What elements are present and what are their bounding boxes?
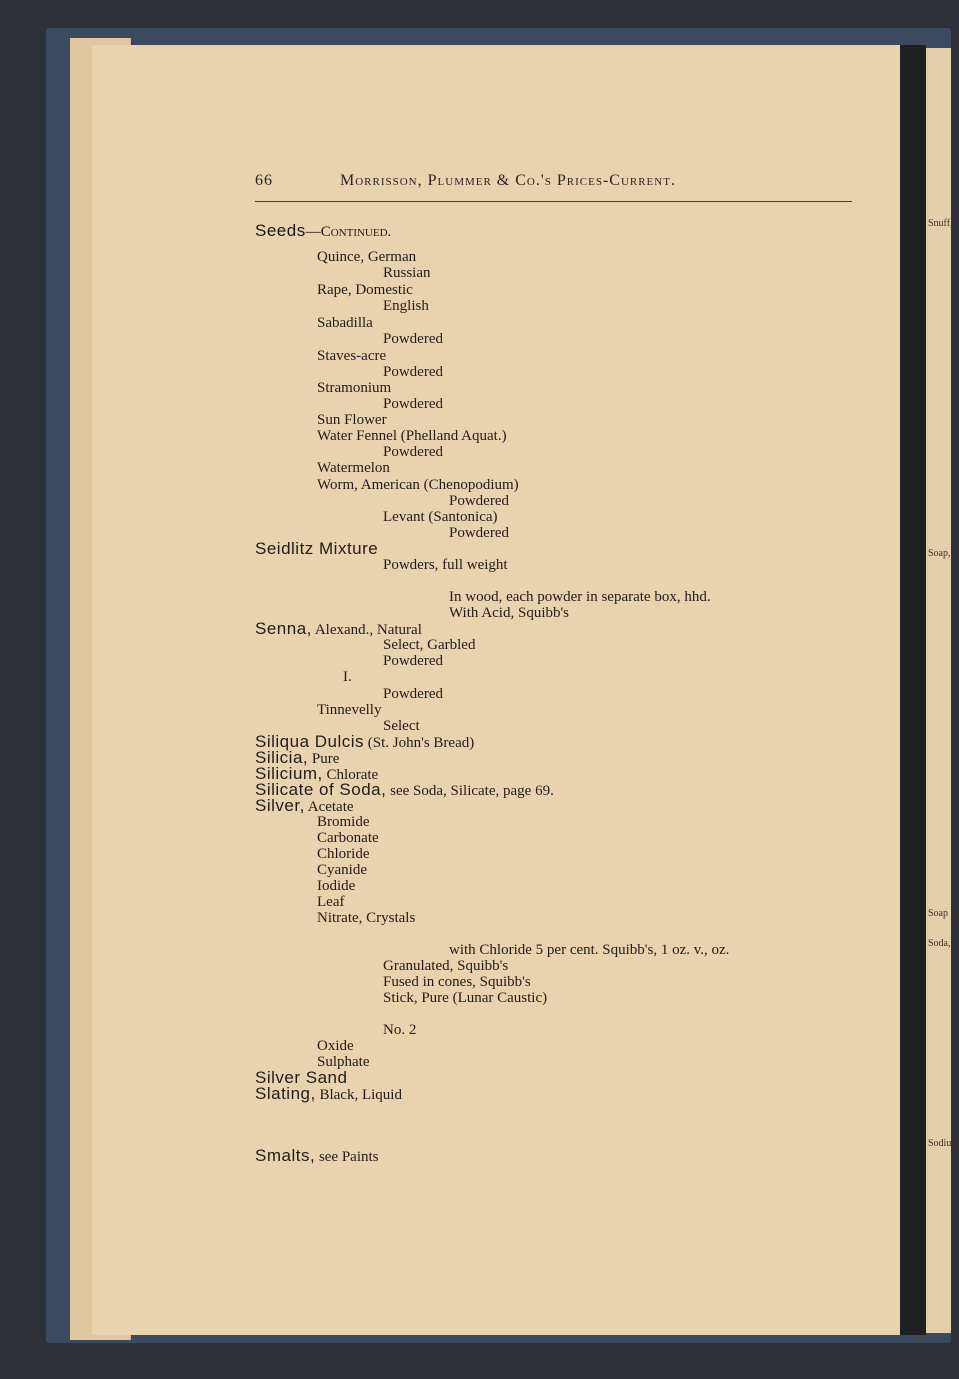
entry-label	[383, 958, 508, 974]
section-header	[255, 222, 391, 241]
entry-name: Staves-acre	[317, 348, 387, 364]
entry-label	[383, 990, 547, 1006]
entry-label	[317, 830, 379, 846]
entry-name: Tinnevelly	[317, 702, 382, 718]
entry-name: Alexand., Natural	[314, 622, 422, 638]
entry-label	[383, 718, 420, 734]
entry-label	[317, 428, 507, 444]
entry-name: In wood, each powder in separate box, hhd.	[449, 589, 711, 605]
entry-label	[383, 265, 431, 281]
entry-name: Sun Flower	[317, 412, 387, 428]
entry-name: Sulphate	[317, 1054, 370, 1070]
entry-label	[383, 974, 531, 990]
entry-label	[383, 509, 498, 525]
entry-name: Select, Garbled	[383, 637, 476, 653]
entry-name: see Paints	[318, 1149, 379, 1165]
entry-label	[317, 249, 416, 265]
entry-label	[383, 364, 443, 380]
entry-name: with Chloride 5 per cent. Squibb's, 1 oz. v., oz.	[449, 942, 730, 958]
entry-name: Pure	[311, 751, 340, 767]
entry-name: Powdered	[383, 686, 443, 702]
facing-page-fragment: Soap,	[928, 548, 951, 559]
entry-name: Fused in cones, Squibb's	[383, 974, 531, 990]
entry-heading: Silicia,	[255, 748, 309, 767]
entry-name: Quince, German	[317, 249, 417, 265]
entry-label	[255, 798, 354, 815]
entry-label	[317, 477, 519, 493]
entry-name: Bromide	[317, 814, 370, 830]
facing-page-fragment: Soda,	[928, 938, 951, 949]
entry-name: Russian	[383, 265, 431, 281]
entry-name: Carbonate	[317, 830, 379, 846]
entry-label	[317, 862, 367, 878]
facing-page-fragment: Soap S	[928, 908, 957, 919]
entry-label	[343, 669, 352, 685]
facing-page-edge	[926, 48, 959, 1333]
entry-label	[449, 493, 509, 509]
entry-name: Sabadilla	[317, 315, 373, 331]
entry-name: Water Fennel (Phelland Aquat.)	[317, 428, 507, 444]
entry-name: Iodide	[317, 878, 356, 894]
entry-heading: Senna,	[255, 619, 312, 638]
entry-name: Acetate	[307, 799, 354, 815]
entry-name: Powdered	[383, 653, 443, 669]
entry-heading: Smalts,	[255, 1146, 316, 1165]
entry-name: I.	[343, 669, 352, 685]
entry-label	[317, 348, 386, 364]
entry-label	[317, 282, 413, 298]
entry-label	[317, 315, 373, 331]
entry-label	[449, 942, 729, 958]
entry-name: Powders, full weight	[383, 557, 508, 573]
entry-name: Levant (Santonica)	[383, 509, 498, 525]
entry-name: Nitrate, Crystals	[317, 910, 416, 926]
entry-name: Chloride	[317, 846, 370, 862]
entry-label	[383, 637, 475, 653]
entry-name: Select	[383, 718, 420, 734]
entry-heading: Silicate of Soda,	[255, 780, 387, 799]
entry-label	[317, 460, 390, 476]
entry-label	[317, 894, 344, 910]
facing-page-fragment: Snuff,	[928, 218, 953, 229]
header-rule	[255, 201, 852, 202]
entry-label	[317, 1038, 354, 1054]
running-title: Morrisson, Plummer & Co.'s Prices-Current.	[340, 172, 676, 189]
entry-name: Chlorate	[326, 767, 379, 783]
entry-heading: Slating,	[255, 1084, 316, 1103]
entry-label	[383, 1022, 416, 1038]
entry-name: Black, Liquid	[319, 1087, 402, 1103]
entry-name: With Acid, Squibb's	[449, 605, 570, 621]
entry-label	[449, 589, 711, 605]
entry-name: No. 2	[383, 1022, 417, 1038]
entry-name: Stramonium	[317, 380, 392, 396]
entry-name: see Soda, Silicate, page 69.	[390, 783, 554, 799]
section-note: —Continued.	[305, 224, 392, 240]
entry-label	[383, 396, 443, 412]
entry-label	[449, 525, 509, 541]
entry-name: Powdered	[383, 396, 443, 412]
entry-label	[317, 910, 415, 926]
entry-name: (St. John's Bread)	[367, 735, 475, 751]
entry-label	[383, 331, 443, 347]
entry-heading: Silver Sand	[255, 1068, 348, 1087]
entry-name: Cyanide	[317, 862, 367, 878]
page-number: 66	[255, 172, 273, 189]
entry-label	[383, 653, 443, 669]
entry-name: Worm, American (Chenopodium)	[317, 477, 519, 493]
entry-label	[317, 412, 387, 428]
entry-name: Oxide	[317, 1038, 354, 1054]
entry-label	[255, 1086, 402, 1103]
entry-label	[317, 702, 381, 718]
entry-heading: Silicium,	[255, 764, 323, 783]
entry-name: Stick, Pure (Lunar Caustic)	[383, 990, 548, 1006]
section-name: Seeds	[255, 221, 306, 240]
entry-label	[317, 846, 370, 862]
entry-label	[255, 541, 378, 558]
entry-label	[317, 380, 391, 396]
facing-page-fragment: Sodium	[928, 1138, 959, 1149]
entry-label	[255, 621, 422, 638]
entry-name: Powdered	[383, 331, 443, 347]
entry-heading: Seidlitz Mixture	[255, 539, 379, 558]
entry-label	[383, 444, 443, 460]
entry-name: Powdered	[383, 364, 443, 380]
entry-name: English	[383, 298, 429, 314]
book-page	[92, 45, 902, 1335]
entry-name: Powdered	[383, 444, 443, 460]
entry-heading: Siliqua Dulcis	[255, 732, 365, 751]
entry-heading: Silver,	[255, 796, 305, 815]
entry-label	[383, 557, 508, 573]
entry-label	[317, 878, 355, 894]
entry-label	[383, 298, 429, 314]
entry-label	[255, 1148, 379, 1165]
book-gutter	[900, 45, 926, 1335]
entry-label	[317, 814, 370, 830]
entry-label	[449, 605, 569, 621]
entry-name: Rape, Domestic	[317, 282, 413, 298]
entry-name: Granulated, Squibb's	[383, 958, 509, 974]
entry-name: Watermelon	[317, 460, 390, 476]
entry-name: Powdered	[449, 525, 509, 541]
entry-name: Powdered	[449, 493, 509, 509]
entry-label	[383, 686, 443, 702]
entry-name: Leaf	[317, 894, 345, 910]
